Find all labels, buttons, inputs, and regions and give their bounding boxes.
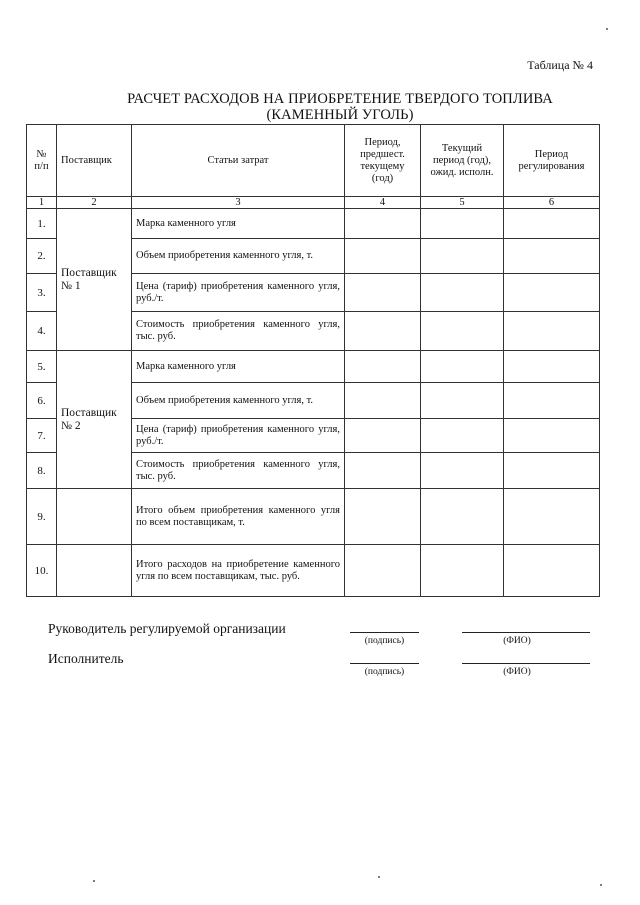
manager-signature-line[interactable] xyxy=(350,632,419,633)
value-cell[interactable] xyxy=(504,351,600,383)
table-row xyxy=(27,545,600,597)
cost-item: Цена (тариф) приобретения каменного угля, руб./т. xyxy=(132,274,345,312)
value-cell[interactable] xyxy=(504,274,600,312)
value-cell[interactable] xyxy=(345,453,421,489)
cost-item: Цена (тариф) приобретения каменного угля, руб./т. xyxy=(132,419,345,453)
manager-name-line[interactable] xyxy=(462,632,590,633)
value-cell[interactable] xyxy=(345,419,421,453)
column-number: 3 xyxy=(132,197,345,209)
name-caption: (ФИО) xyxy=(503,636,531,646)
supplier-cell-empty xyxy=(57,545,132,597)
row-number: 5. xyxy=(27,351,57,383)
header-supplier: Поставщик xyxy=(57,125,132,197)
cost-item: Итого объем приобретения каменного угля по всем поставщикам, т. xyxy=(132,489,345,545)
title-line-2: (КАМЕННЫЙ УГОЛЬ) xyxy=(266,107,414,123)
supplier-cell-empty xyxy=(57,489,132,545)
column-number: 4 xyxy=(345,197,421,209)
table-row xyxy=(27,489,600,545)
value-cell[interactable] xyxy=(345,545,421,597)
value-cell[interactable] xyxy=(345,274,421,312)
executor-signature-label: Исполнитель xyxy=(48,651,124,666)
value-cell[interactable] xyxy=(421,274,504,312)
value-cell[interactable] xyxy=(504,312,600,351)
title-line-1: РАСЧЕТ РАСХОДОВ НА ПРИОБРЕТЕНИЕ ТВЕРДОГО ТОПЛИВА xyxy=(127,91,553,107)
cost-item: Стоимость приобретения каменного угля, тыс. руб. xyxy=(132,453,345,489)
row-number: 6. xyxy=(27,383,57,419)
name-caption: (ФИО) xyxy=(503,667,531,677)
cost-item: Марка каменного угля xyxy=(132,351,345,383)
column-number: 5 xyxy=(421,197,504,209)
header-regulation-period: Период регулирования xyxy=(504,125,600,197)
table-row xyxy=(27,209,600,239)
row-number: 7. xyxy=(27,419,57,453)
column-number: 6 xyxy=(504,197,600,209)
value-cell[interactable] xyxy=(421,545,504,597)
executor-name-line[interactable] xyxy=(462,663,590,664)
value-cell[interactable] xyxy=(421,453,504,489)
cost-item: Марка каменного угля xyxy=(132,209,345,239)
value-cell[interactable] xyxy=(421,383,504,419)
value-cell[interactable] xyxy=(345,383,421,419)
value-cell[interactable] xyxy=(421,209,504,239)
header-row xyxy=(27,125,600,197)
row-number: 10. xyxy=(27,545,57,597)
value-cell[interactable] xyxy=(421,312,504,351)
scan-speck xyxy=(606,28,608,30)
scan-speck xyxy=(600,884,602,886)
value-cell[interactable] xyxy=(421,351,504,383)
document-title xyxy=(40,91,640,123)
manager-signature-label: Руководитель регулируемой организации xyxy=(48,621,286,636)
header-num: № п/п xyxy=(27,125,57,197)
row-number: 4. xyxy=(27,312,57,351)
row-number: 2. xyxy=(27,239,57,274)
value-cell[interactable] xyxy=(345,351,421,383)
column-number-row xyxy=(27,197,600,209)
table-number-label: Таблица № 4 xyxy=(527,58,593,72)
value-cell[interactable] xyxy=(421,239,504,274)
scan-speck xyxy=(93,880,95,882)
value-cell[interactable] xyxy=(504,239,600,274)
header-items: Статьи затрат xyxy=(132,125,345,197)
row-number: 9. xyxy=(27,489,57,545)
value-cell[interactable] xyxy=(345,239,421,274)
header-current-period: Текущий период (год), ожид. исполн. xyxy=(421,125,504,197)
value-cell[interactable] xyxy=(421,419,504,453)
value-cell[interactable] xyxy=(345,209,421,239)
value-cell[interactable] xyxy=(421,489,504,545)
value-cell[interactable] xyxy=(504,489,600,545)
signature-caption: (подпись) xyxy=(364,636,405,646)
table-row xyxy=(27,351,600,383)
value-cell[interactable] xyxy=(504,383,600,419)
row-number: 8. xyxy=(27,453,57,489)
cost-item: Стоимость приобретения каменного угля, тыс. руб. xyxy=(132,312,345,351)
supplier-2-cell: Поставщик № 2 xyxy=(57,351,132,489)
column-number: 2 xyxy=(57,197,132,209)
value-cell[interactable] xyxy=(504,419,600,453)
value-cell[interactable] xyxy=(504,453,600,489)
signature-caption: (подпись) xyxy=(364,667,405,677)
row-number: 3. xyxy=(27,274,57,312)
value-cell[interactable] xyxy=(345,489,421,545)
cost-item: Объем приобретения каменного угля, т. xyxy=(132,383,345,419)
column-number: 1 xyxy=(27,197,57,209)
value-cell[interactable] xyxy=(504,209,600,239)
header-prev-period: Период, предшест. текущему (год) xyxy=(345,125,421,197)
supplier-1-cell: Поставщик № 1 xyxy=(57,209,132,351)
row-number: 1. xyxy=(27,209,57,239)
value-cell[interactable] xyxy=(504,545,600,597)
expense-table xyxy=(26,124,600,597)
scan-speck xyxy=(378,876,380,878)
executor-signature-line[interactable] xyxy=(350,663,419,664)
cost-item: Объем приобретения каменного угля, т. xyxy=(132,239,345,274)
value-cell[interactable] xyxy=(345,312,421,351)
cost-item: Итого расходов на приобретение каменного угля по всем поставщикам, тыс. руб. xyxy=(132,545,345,597)
